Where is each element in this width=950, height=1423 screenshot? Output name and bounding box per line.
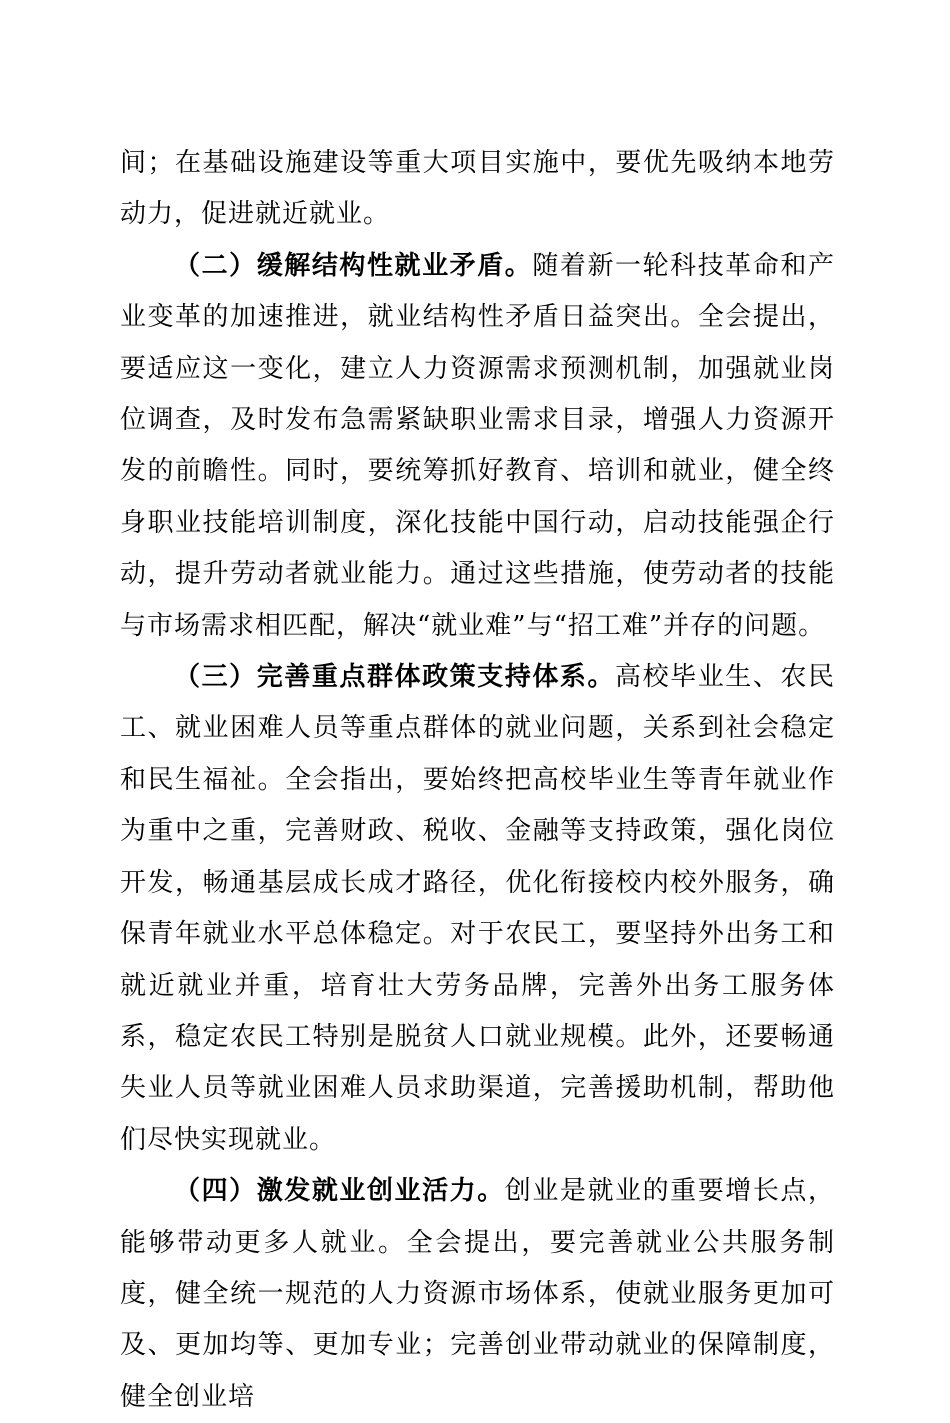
document-body — [120, 138, 835, 1423]
paragraph-section-4 — [120, 1166, 835, 1423]
section-heading: （三）完善重点群体政策支持体系。 — [174, 662, 616, 693]
paragraph-section-2 — [120, 241, 835, 652]
paragraph-text: 高校毕业生、农民工、就业困难人员等重点群体的就业问题，关系到社会稳定和民生福祉。全会指出，要始终把高校毕业生等青年就业作为重中之重，完善财政、税收、金融等支持政策，强化岗位开发，畅通基层成长成才路径，优化衔接校内校外服务，确保青年就业水平总体稳定。对于农民工，要坚持外出务工和就近就业并重，培育壮大劳务品牌，完善外出务工服务体系，稳定农民工特别是脱贫人口就业规模。此外，还要畅通失业人员等就业困难人员求助渠道，完善援助机制，帮助他们尽快实现就业。 — [120, 662, 835, 1155]
section-heading: （二）缓解结构性就业矛盾。 — [174, 250, 533, 281]
paragraph-continuation — [120, 138, 835, 241]
paragraph-text: 随着新一轮科技革命和产业变革的加速推进，就业结构性矛盾日益突出。全会提出，要适应这一变化，建立人力资源需求预测机制，加强就业岗位调查，及时发布急需紧缺职业需求目录，增强人力资源开发的前瞻性。同时，要统筹抓好教育、培训和就业，健全终身职业技能培训制度，深化技能中国行动，启动技能强企行动，提升劳动者就业能力。通过这些措施，使劳动者的技能与市场需求相匹配，解决“就业难”与“招工难”并存的问题。 — [120, 250, 835, 641]
paragraph-section-3 — [120, 652, 835, 1166]
paragraph-text: 创业是就业的重要增长点，能够带动更多人就业。全会提出，要完善就业公共服务制度，健全统一规范的人力资源市场体系，使就业服务更加可及、更加均等、更加专业；完善创业带动就业的保障制度，健全创业培 — [120, 1176, 835, 1412]
paragraph-text: 间；在基础设施建设等重大项目实施中，要优先吸纳本地劳动力，促进就近就业。 — [120, 148, 835, 230]
section-heading: （四）激发就业创业活力。 — [174, 1176, 505, 1207]
